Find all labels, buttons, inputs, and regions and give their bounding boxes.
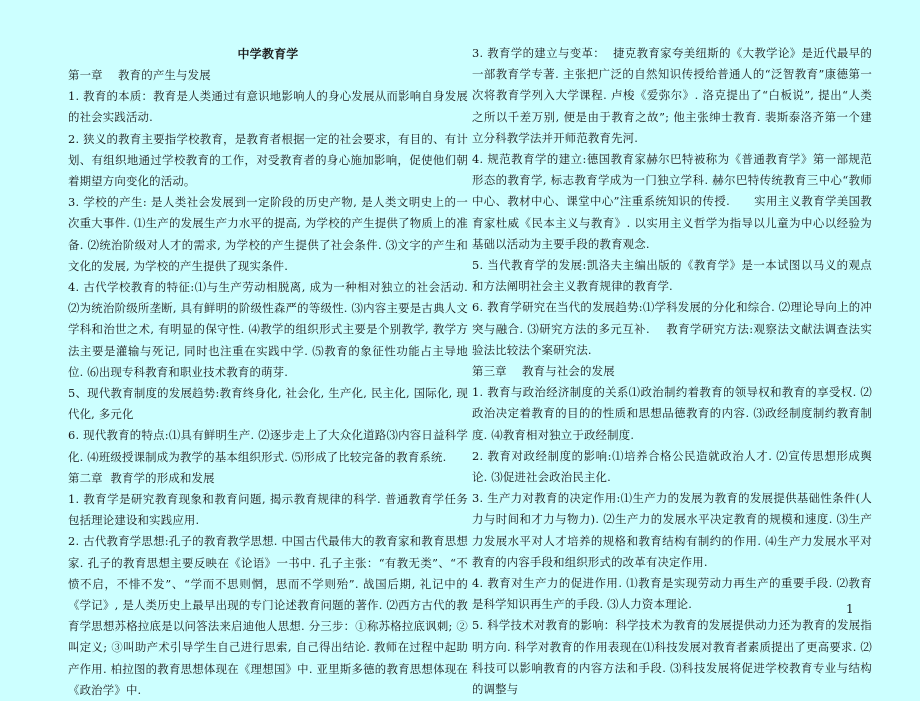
paragraph: 3. 生产力对教育的决定作用:⑴生产力的发展为教育的发展提供基础性条件(人力与时间和才力与物力). ⑵生产力的发展水平决定教育的规模和速度. ⑶生产力发展水平对人才培养的规格和教育结构有制约的作用. ⑷生产力发展水平对教育的内容手段和组织形式的改革有决定作用. (472, 491, 872, 569)
right-column (472, 43, 872, 700)
paragraph: 2. 古代教育学思想:孔子的教育教学思想. 中国古代最伟大的教育家和教育思想家. 孔子的教育思想主要反映在《论语》一书中. 孔子主张：“有教无类”、“不愤不启，不悱不发”、“学而不思则惘，思而不学则殆”. 战国后期, 礼记中的《学记》, 是人类历史上最早出现的专门论述教育问题的著作. ⑵西方古代的教育学思想苏格拉底是以问答法来启迪他人思想. 分三步：①称苏格拉底讽刺; ②叫定义; ③叫助产术引导学生自己进行思索, 自己得出结论. 教师在过程中起助产作用. 柏拉图的教育思想体现在《理想国》中. 亚里斯多德的教育思想体现在《政治学》中. (68, 534, 468, 697)
paragraph: 5、现代教育制度的发展趋势:教育终身化, 社会化, 生产化, 民主化, 国际化, 现代化, 多元化 (68, 386, 468, 422)
left-column (68, 44, 472, 701)
paragraph: 5. 当代教育学的发展:凯洛夫主编出版的《教育学》是一本试图以马义的观点和方法阐明社会主义教育规律的教育学. (472, 258, 872, 294)
document-title: 中学教育学 (237, 47, 299, 61)
paragraph: 1. 教育与政治经济制度的关系⑴政治制约着教育的领导权和教育的享受权. ⑵政治决定着教育的目的的性质和思想品德教育的内容. ⑶政经制度制约教育制度. ⑷教育相对独立于政经制度. (472, 385, 872, 442)
paragraph: 3. 教育学的建立与变革： 捷克教育家夸美纽斯的《大教学论》是近代最早的一部教育学专著. 主张把广泛的自然知识传授给普通人的“泛智教育”康德第一次将教育学列入大学课程. 卢梭《爱弥尔》. 洛克提出了“白板说”, 提出“人类之所以千差万别, 便是由于教育之故”; 他主张绅士教育. 裴斯泰洛齐第一个建立分科教学法并开师范教育先河. (472, 46, 872, 145)
page-number: 1 (846, 602, 854, 616)
chapter-heading: 第三章 教育与社会的发展 (472, 364, 615, 379)
paragraph: 4. 规范教育学的建立:德国教育家赫尔巴特被称为《普通教育学》第一部规范形态的教育学, 标志教育学成为一门独立学科. 赫尔巴特传统教育三中心“教师中心、教材中心、课堂中心”注重系统知识的传授. 实用主义教育学美国教育家杜威《民本主义与教育》. 以实用主义哲学为指导以儿童为中心以经验为基础以活动为主要手段的教育观念. (472, 152, 872, 251)
paragraph: 4. 古代学校教育的特征:⑴与生产劳动相脱离, 成为一种相对独立的社会活动. ⑵为统治阶级所垄断, 具有鲜明的阶级性森严的等级性. ⑶内容主要是古典人文学科和治世之术, 有明显的保守性. ⑷教学的组织形式主要是个别教学, 教学方法主要是灌输与死记, 同时也注重在实践中学. ⑸教育的象征性功能占主导地位. ⑹出现专科教育和职业技术教育的萌芽. (68, 280, 472, 379)
paragraph: 1. 教育的本质：教育是人类通过有意识地影响人的身心发展从而影响自身发展的社会实践活动. (68, 89, 468, 125)
paragraph: 5. 科学技术对教育的影响：科学技术为教育的发展提供动力还为教育的发展指明方向. 科学对教育的作用表现在⑴科技发展对教育者素质提出了更高要求. ⑵科技可以影响教育的内容方法和手段. ⑶科技发展将促进学校教育专业与结构的调整与 (472, 618, 872, 697)
paragraph: 6. 现代教育的特点:⑴具有鲜明生产. ⑵逐步走上了大众化道路⑶内容日益科学化. ⑷班级授课制成为教学的基本组织形式. ⑸形成了比较完备的教育系统. (68, 428, 468, 464)
paragraph: 2. 教育对政经制度的影响:⑴培养合格公民造就政治人才. ⑵宣传思想形成舆论. ⑶促进社会政治民主化. (472, 448, 872, 485)
paragraph: 3. 学校的产生: 是人类社会发展到一定阶段的历史产物, 是人类文明史上的一次重大事件. ⑴生产的发展生产力水平的提高, 为学校的产生提供了物质上的准备. ⑵统治阶级对人才的需求, 为学校的产生提供了社会条件. ⑶文字的产生和文化的发展, 为学校的产生提供了现实条件. (68, 195, 468, 273)
paragraph: 6. 教育学研究在当代的发展趋势:⑴学科发展的分化和综合. ⑵理论导向上的冲突与融合. ⑶研究方法的多元互补. 教育学研究方法:观察法文献法调查法实验法比较法个案研究法. (472, 300, 872, 357)
paragraph: 1. 教育学是研究教育现象和教育问题, 揭示教育规律的科学. 普通教育学任务包括理论建设和实践应用. (68, 492, 468, 528)
paragraph: 4. 教育对生产力的促进作用. ⑴教育是实现劳动力再生产的重要手段. ⑵教育是科学知识再生产的手段. ⑶人力资本理论. (472, 576, 872, 612)
chapter-heading: 第二章 教育学的形成和发展 (68, 470, 215, 485)
chapter-heading: 第一章 教育的产生与发展 (68, 68, 211, 82)
paragraph: 2. 狭义的教育主要指学校教育，是教育者根据一定的社会要求，有目的、有计划、有组织地通过学校教育的工作，对受教育者的身心施加影响，促使他们朝着期望方向变化的活动。 (68, 131, 468, 189)
